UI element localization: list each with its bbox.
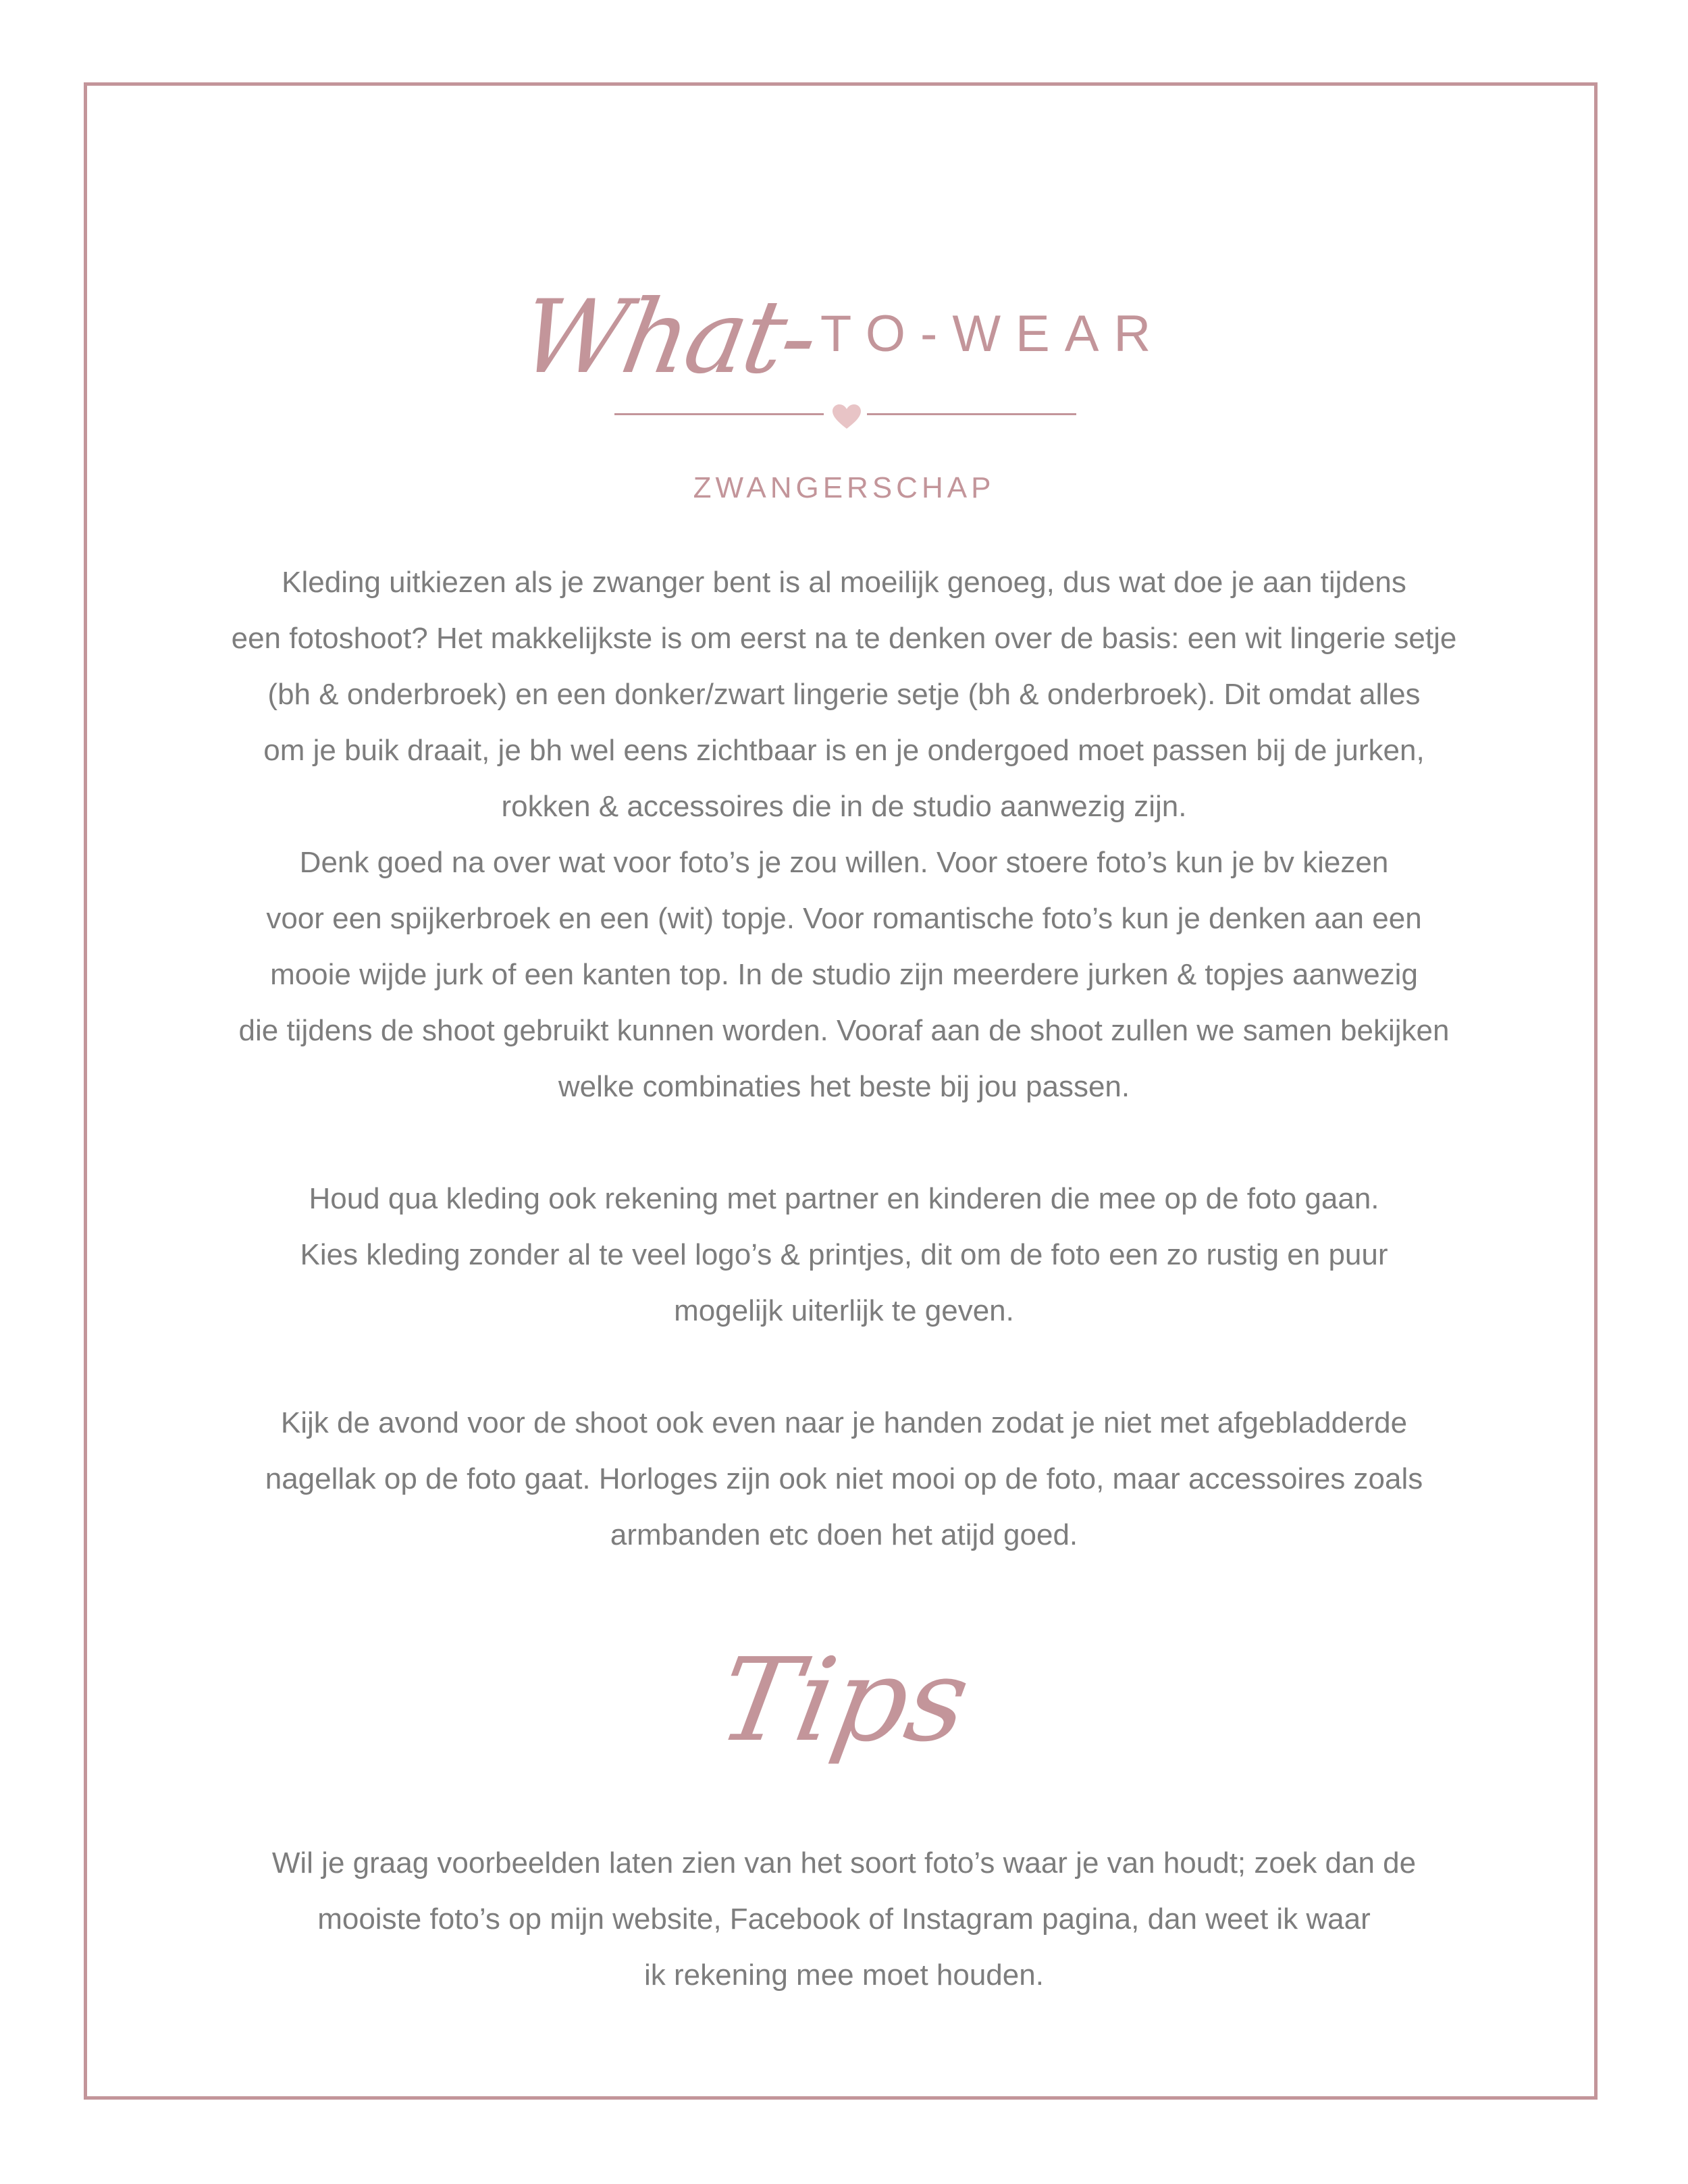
heart-icon: [831, 403, 862, 430]
text-line: nagellak op de foto gaat. Horloges zijn ook niet mooi op de foto, maar accessoires zoals: [265, 1462, 1423, 1495]
text-line: een fotoshoot? Het makkelijkste is om eerst na te denken over de basis: een wit lingerie setje: [231, 622, 1457, 655]
text-line: Kijk de avond voor de shoot ook even naar je handen zodat je niet met afgebladderde: [280, 1406, 1408, 1439]
text-line: voor een spijkerbroek en een (wit) topje. Voor romantische foto’s kun je denken aan een: [266, 902, 1422, 935]
text-line: Denk goed na over wat voor foto’s je zou willen. Voor stoere foto’s kun je bv kiezen: [299, 846, 1389, 879]
text-line: (bh & onderbroek) en een donker/zwart lingerie setje (bh & onderbroek). Dit omdat alles: [267, 678, 1421, 711]
title-caps: TO-WEAR: [820, 305, 1166, 363]
text-line: Kleding uitkiezen als je zwanger bent is al moeilijk genoeg, dus wat doe je aan tijdens: [282, 566, 1406, 599]
text-line: armbanden etc doen het atijd goed.: [610, 1518, 1078, 1551]
page-title: [0, 267, 1688, 396]
section-subtitle: ZWANGERSCHAP: [693, 471, 995, 504]
text-line: Houd qua kleding ook rekening met partner en kinderen die mee op de foto gaan.: [309, 1182, 1379, 1215]
tips-paragraph: [155, 1835, 1533, 2003]
text-line: mooie wijde jurk of een kanten top. In de studio zijn meerdere jurken & topjes aanwezig: [270, 958, 1418, 991]
intro-paragraph: [155, 554, 1533, 1115]
hands-paragraph: [155, 1395, 1533, 1563]
text-line: welke combinaties het beste bij jou passen.: [558, 1070, 1130, 1103]
tips-heading: Tips: [709, 1634, 979, 1767]
text-line: Wil je graag voorbeelden laten zien van het soort foto’s waar je van houdt; zoek dan de: [271, 1846, 1417, 1880]
text-line: ik rekening mee moet houden.: [644, 1959, 1044, 1992]
text-line: mogelijk uiterlijk te geven.: [674, 1294, 1014, 1327]
title-script: What-: [512, 279, 824, 396]
divider-line-left: [614, 413, 824, 415]
text-line: die tijdens de shoot gebruikt kunnen worden. Vooraf aan de shoot zullen we samen bekijken: [238, 1014, 1450, 1047]
text-line: mooiste foto’s op mijn website, Facebook of Instagram pagina, dan weet ik waar: [317, 1902, 1371, 1936]
divider-line-right: [867, 413, 1076, 415]
partner-paragraph: [155, 1171, 1533, 1339]
text-line: rokken & accessoires die in de studio aanwezig zijn.: [501, 790, 1187, 823]
text-line: Kies kleding zonder al te veel logo’s & printjes, dit om de foto een zo rustig en puur: [300, 1238, 1388, 1271]
text-line: om je buik draait, je bh wel eens zichtbaar is en je ondergoed moet passen bij de jurken,: [263, 734, 1425, 767]
